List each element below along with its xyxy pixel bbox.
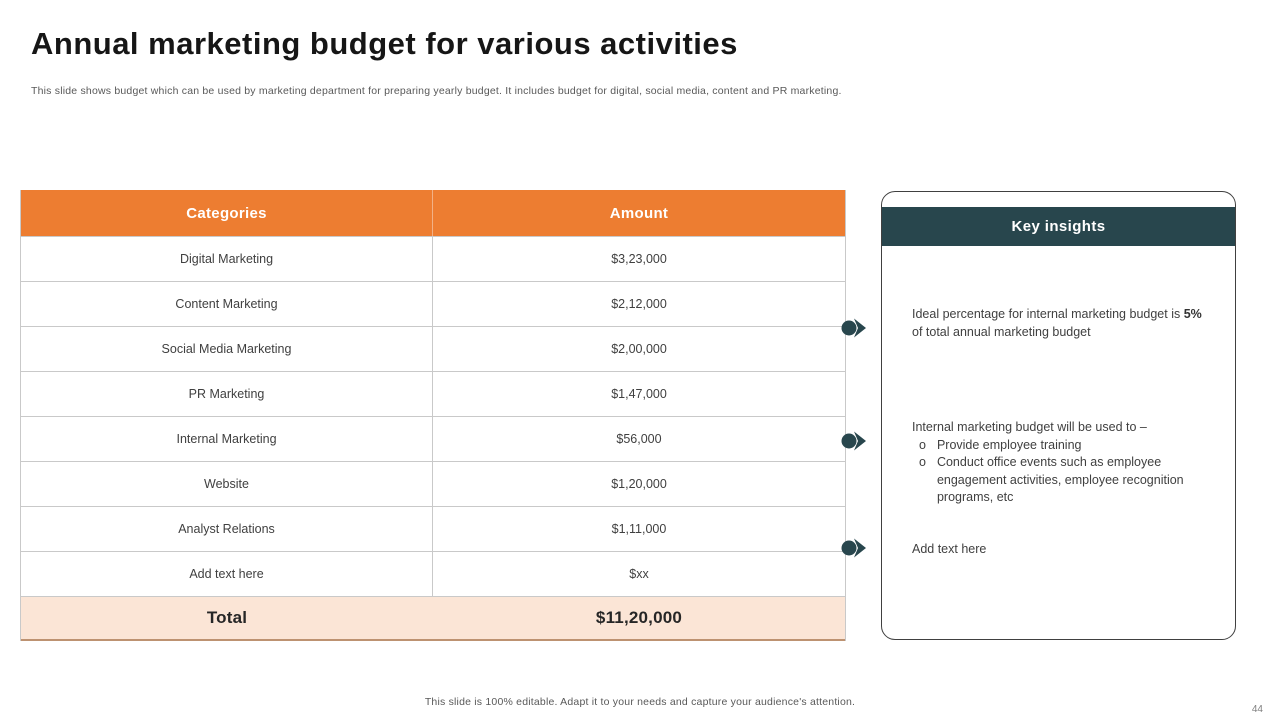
amount-cell: $1,47,000 [611,387,667,401]
sub-bullet-marker: o [919,455,926,469]
table-row [21,281,845,326]
amount-cell: $1,11,000 [611,522,667,536]
category-cell: Content Marketing [21,282,433,326]
table-row [21,506,845,551]
insight-sub-item [912,437,1212,455]
page-number: 44 [1251,704,1263,715]
amount-cell: $2,12,000 [611,297,667,311]
insight-sub-item [912,454,1212,507]
insight-item-placeholder: Add text here [912,542,987,556]
category-cell-placeholder: Add text here [21,552,433,596]
page-title: Annual marketing budget for various activities [31,26,738,61]
key-insights-title: Key insights [882,207,1235,246]
amount-cell: $3,23,000 [611,252,667,266]
insight-text: Ideal percentage for internal marketing budget is [912,307,1184,321]
insight-text: Internal marketing budget will be used to – [912,420,1147,434]
circle-arrow-bullet-icon [841,317,867,339]
insight-item [912,306,1204,341]
table-row [21,371,845,416]
table-row [21,236,845,281]
amount-cell: $56,000 [616,432,662,446]
table-total-row [21,596,845,641]
budget-table [20,190,846,641]
slide-subtitle: This slide shows budget which can be used by marketing department for preparing yearly budget. It includes budget for digital, social media, content and PR marketing. [31,85,842,97]
category-cell: Internal Marketing [21,417,433,461]
table-row [21,326,845,371]
table-row [21,416,845,461]
category-cell: Digital Marketing [21,237,433,281]
table-row [21,461,845,506]
category-cell: Social Media Marketing [21,327,433,371]
circle-arrow-bullet-icon [841,537,867,559]
insight-sub-list [912,437,1212,507]
amount-cell-placeholder: $xx [629,567,649,581]
key-insights-panel [881,191,1236,640]
insight-text-bold: 5% [1183,307,1202,321]
sub-bullet-marker: o [919,437,926,452]
table-row [21,551,845,596]
table-header-row [21,190,845,236]
insight-sub-text: Provide employee training [936,437,1082,452]
total-label: Total [206,608,248,627]
category-cell: PR Marketing [21,372,433,416]
footer-note: This slide is 100% editable. Adapt it to your needs and capture your audience's attention. [424,696,856,708]
table-header-amount: Amount [609,204,669,222]
category-cell: Analyst Relations [21,507,433,551]
amount-cell: $1,20,000 [611,477,667,491]
insight-text: of total annual marketing budget [912,324,1091,339]
category-cell: Website [21,462,433,506]
total-amount: $11,20,000 [595,608,683,627]
insight-sub-text: Conduct office events such as employee engagement activities, employee recognition programs, etc [936,455,1184,504]
circle-arrow-bullet-icon [841,430,867,452]
insight-item [912,419,1212,507]
amount-cell: $2,00,000 [611,342,667,356]
table-header-categories: Categories [21,190,433,236]
